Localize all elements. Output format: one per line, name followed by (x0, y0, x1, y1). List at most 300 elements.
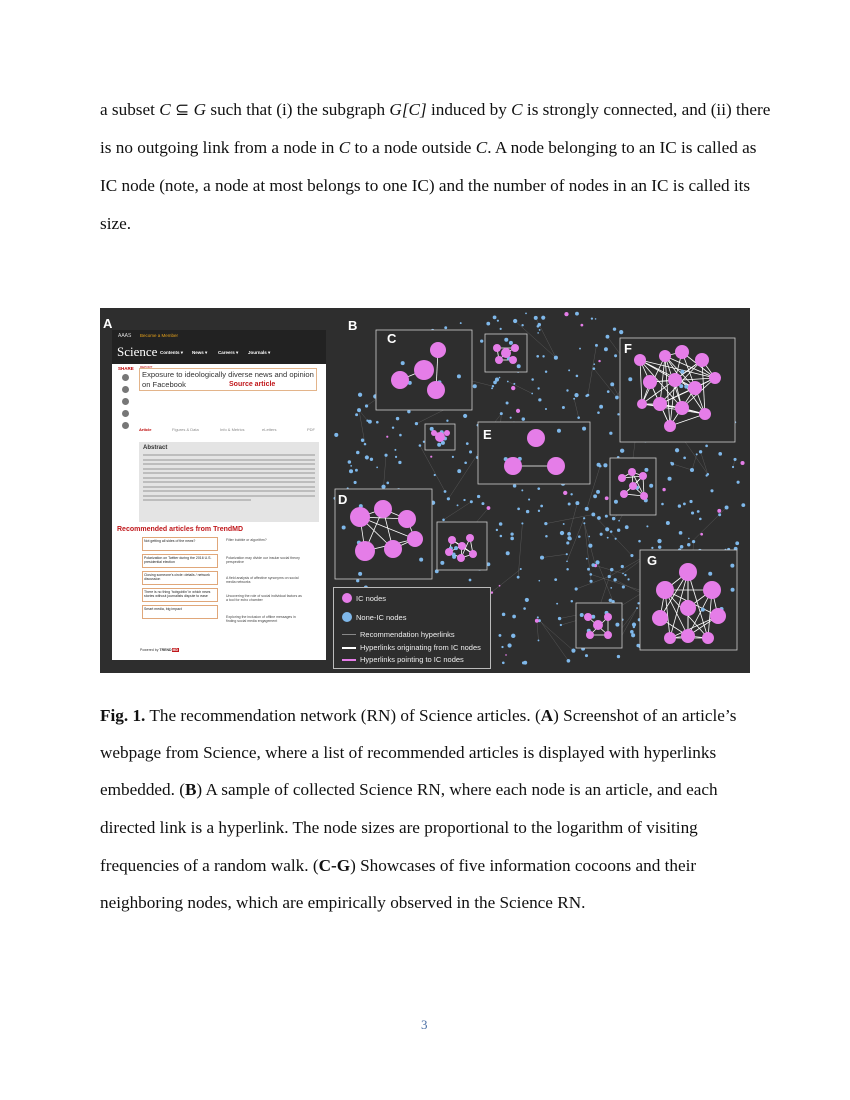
node (657, 539, 661, 543)
node (386, 436, 388, 438)
node (510, 533, 513, 536)
body-line-2 (100, 138, 756, 158)
inset-non-ic-node (615, 623, 619, 627)
node (407, 410, 410, 413)
node (661, 503, 664, 506)
node (689, 500, 692, 503)
inset-non-ic-node (452, 555, 456, 559)
inset-non-ic-node (557, 429, 561, 433)
node (419, 444, 422, 447)
inset-non-ic-node (419, 558, 423, 562)
node (618, 520, 620, 522)
inset-non-ic-node (701, 608, 705, 612)
edge (359, 410, 368, 421)
inset-non-ic-node (504, 338, 508, 342)
node (513, 484, 517, 488)
node (507, 381, 509, 383)
edge (584, 523, 591, 581)
node (707, 473, 710, 476)
edge (701, 452, 708, 474)
node (491, 591, 493, 593)
node (442, 518, 445, 521)
node (607, 390, 610, 393)
node (575, 312, 579, 316)
trendmd-logo: TREND (159, 648, 172, 652)
legend-to-ic (342, 655, 464, 664)
inset-ic-node (710, 608, 726, 624)
node (633, 626, 635, 628)
inset-ic-node (427, 381, 445, 399)
node (499, 522, 503, 526)
node (498, 634, 501, 637)
node (617, 529, 620, 532)
node (505, 654, 507, 656)
nav-item: Contents ▾ (160, 350, 184, 355)
node (521, 324, 523, 326)
inset-ic-node (604, 631, 612, 639)
node (358, 393, 362, 397)
inset-ic-node (637, 399, 647, 409)
node (718, 452, 722, 456)
node (444, 326, 447, 329)
node (591, 318, 593, 320)
recommended-item: Exploring the inclusion of offline messages in finding social media engagement (226, 615, 296, 623)
node (487, 506, 491, 510)
node (595, 344, 598, 347)
edge (593, 514, 632, 555)
node (600, 533, 603, 536)
node (700, 533, 703, 536)
inset-ic-node (640, 492, 648, 500)
node (596, 490, 600, 494)
node (395, 456, 397, 458)
nav-item: News ▾ (192, 350, 208, 355)
node (625, 525, 629, 529)
caption-line-4: directed link is a hyperlink. The node sizes are proportional to the logarithm of visiting (100, 818, 698, 837)
inset-ic-node (458, 542, 466, 550)
inset-ic-node (355, 541, 375, 561)
node (481, 502, 484, 505)
node (522, 661, 525, 664)
text: frequencies of a random walk. ( (100, 856, 319, 875)
node (386, 482, 389, 485)
tab-info: Info & Metrics (220, 427, 245, 432)
node (586, 558, 588, 560)
node (735, 541, 739, 545)
node (627, 578, 629, 580)
node (737, 481, 740, 484)
node (556, 603, 558, 605)
legend (333, 587, 491, 669)
text: a subset (100, 100, 160, 119)
inset-non-ic-node (454, 546, 458, 550)
node (545, 371, 547, 373)
panel-label-g: G (647, 553, 658, 568)
edge (591, 574, 644, 591)
node (595, 318, 597, 320)
edge (576, 576, 609, 589)
node (469, 579, 472, 582)
legend-non-ic (342, 612, 406, 622)
node (678, 504, 681, 507)
inset-non-ic-node (437, 443, 441, 447)
text: embedded. ( (100, 780, 185, 799)
inset-ic-node (643, 375, 657, 389)
node (510, 417, 512, 419)
node (364, 443, 367, 446)
node (608, 575, 611, 578)
text: induced by (426, 100, 512, 119)
inset-ic-node (634, 354, 646, 366)
node (521, 489, 523, 491)
node (606, 335, 610, 339)
legend-text: Hyperlinks originating from IC nodes (360, 643, 481, 652)
text: ) A sample of collected Science RN, where each node is an article, and each (196, 780, 718, 799)
node (732, 466, 734, 468)
node (523, 607, 526, 610)
node (683, 456, 686, 459)
node (567, 532, 571, 536)
facebook-icon (122, 374, 129, 381)
node (541, 316, 545, 320)
inset-ic-node (457, 554, 465, 562)
caption-line-5 (100, 856, 696, 876)
math-var: C (338, 138, 351, 157)
node (534, 316, 538, 320)
node (396, 417, 399, 420)
report-label: REPORT (140, 365, 153, 369)
node (597, 463, 601, 467)
tab-eletters: eLetters (262, 427, 277, 432)
math-var: C (511, 100, 523, 119)
edge (384, 455, 387, 486)
inset-non-ic-node (517, 364, 521, 368)
node (591, 513, 595, 517)
tab-article: Article (139, 427, 152, 432)
node (384, 454, 387, 457)
node (499, 585, 501, 587)
node (554, 356, 558, 360)
node (457, 469, 461, 473)
node (587, 394, 590, 397)
recommended-item: Closing someone's circle: details / network discussion (142, 571, 218, 585)
text: is strongly connected, and (ii) there (522, 100, 771, 119)
abstract-heading: Abstract (143, 445, 168, 451)
ic-node-swatch (342, 593, 352, 603)
node (463, 499, 465, 501)
inset-ic-node (680, 600, 696, 616)
node (566, 553, 568, 555)
inset-ic-node (414, 360, 434, 380)
inset-non-ic-node (342, 526, 346, 530)
node (564, 312, 568, 316)
abstract-box (139, 442, 319, 522)
edge (546, 514, 593, 523)
caption-line-2: webpage from Science, where a list of recommended articles is displayed with hyperlinks (100, 743, 717, 762)
node (666, 521, 670, 525)
edge (595, 566, 623, 574)
edge (692, 454, 697, 470)
inset-ic-node (511, 344, 519, 352)
white-arrow-icon (342, 647, 356, 649)
node (491, 387, 493, 389)
node (692, 540, 695, 543)
node (613, 327, 616, 330)
node (463, 414, 467, 418)
node (604, 347, 608, 351)
text: C-G (318, 856, 351, 875)
math-var: G (193, 100, 207, 119)
node (446, 420, 448, 422)
node (545, 408, 547, 410)
print-icon (122, 422, 129, 429)
node (381, 485, 385, 489)
node (531, 393, 533, 395)
panel-label-b: B (348, 318, 358, 333)
inset-non-ic-node (457, 374, 461, 378)
node (690, 468, 694, 472)
node (696, 453, 698, 455)
node (493, 381, 497, 385)
inset-ic-node (681, 629, 695, 643)
node (614, 354, 617, 357)
text: . A node belonging to an IC is called as (487, 138, 757, 157)
inset-ic-node (501, 348, 511, 358)
node (558, 617, 561, 620)
node (563, 523, 565, 525)
node (668, 477, 672, 481)
node (662, 488, 665, 491)
caption-line-3 (100, 780, 718, 800)
inset-non-ic-node (358, 572, 362, 576)
legend-rec (342, 630, 455, 639)
node (680, 545, 684, 549)
node (540, 505, 543, 508)
node (567, 536, 571, 540)
text: such that (i) the subgraph (206, 100, 390, 119)
member-link: Become a Member (140, 333, 179, 338)
node (568, 369, 570, 371)
inset-ic-node (628, 468, 636, 476)
node (593, 367, 596, 370)
node (376, 467, 378, 469)
tab-figures: Figures & Data (172, 427, 199, 432)
inset-non-ic-node (628, 377, 632, 381)
edge (420, 446, 445, 492)
node (430, 456, 432, 458)
inset-ic-node (699, 408, 711, 420)
node (705, 445, 708, 448)
legend-text: Hyperlinks pointing to IC nodes (360, 655, 464, 664)
node (697, 510, 700, 513)
node (717, 509, 721, 513)
inset-ic-node (547, 457, 565, 475)
node (560, 531, 564, 535)
node (620, 449, 624, 453)
node (520, 568, 522, 570)
inset-ic-node (445, 548, 453, 556)
aaas-logo: AAAS (118, 333, 132, 339)
math-var: [C] (401, 100, 427, 119)
node (444, 490, 447, 493)
inset-ic-node (593, 620, 603, 630)
node (688, 538, 690, 540)
inset-non-ic-node (680, 370, 684, 374)
node (537, 616, 539, 618)
caption-line-1 (100, 706, 736, 726)
panel-label-f: F (624, 341, 632, 356)
node (621, 565, 624, 568)
node (349, 469, 353, 473)
node (469, 450, 472, 453)
node (507, 643, 511, 647)
node (595, 560, 599, 564)
node (599, 405, 603, 409)
node (658, 545, 661, 548)
node (675, 448, 679, 452)
node (612, 517, 615, 520)
node (537, 487, 540, 490)
node (357, 408, 361, 412)
node (464, 461, 467, 464)
node (354, 481, 357, 484)
node (537, 325, 540, 328)
inset-non-ic-node (731, 588, 735, 592)
node (355, 413, 358, 416)
node (593, 363, 595, 365)
node (566, 560, 568, 562)
node (597, 516, 601, 520)
math-op: ⊆ (170, 100, 194, 119)
inset-ic-node (695, 353, 709, 367)
node (506, 551, 510, 555)
inset-ic-node (620, 490, 628, 498)
node (542, 355, 544, 357)
node (517, 576, 520, 579)
inset-ic-node (584, 613, 592, 621)
math-var: C (159, 100, 171, 119)
science-header (112, 330, 326, 364)
node (516, 409, 520, 413)
inset-ic-node (652, 610, 668, 626)
article-screenshot (112, 330, 326, 660)
node (540, 556, 544, 560)
node (496, 529, 498, 531)
recommended-item: Uncovering the role of social individual factors as a tool for echo chamber (226, 594, 302, 602)
node (587, 568, 590, 571)
node (356, 451, 360, 455)
email-icon (122, 410, 129, 417)
node (334, 433, 338, 437)
node (525, 598, 529, 602)
node (570, 493, 572, 495)
node (710, 489, 713, 492)
inset-non-ic-node (401, 361, 405, 365)
edge (539, 621, 573, 651)
node (511, 634, 515, 638)
trendmd-logo-md: MD (172, 648, 178, 652)
node (500, 412, 503, 415)
text: A (540, 706, 554, 725)
node (718, 513, 721, 516)
recommended-label: Recommended articles from TrendMD (117, 526, 244, 533)
node (699, 450, 702, 453)
body-line-3: IC node (note, a node at most belongs to one IC) and the number of nodes in an IC is called its (100, 176, 751, 195)
node (574, 393, 578, 397)
node (502, 661, 505, 664)
inset-non-ic-node (684, 385, 688, 389)
inset-ic-node (493, 344, 501, 352)
node (392, 426, 394, 428)
node (617, 655, 620, 658)
inset-non-ic-node (614, 500, 618, 504)
inset-ic-node (629, 482, 637, 490)
node (511, 386, 515, 390)
text: ) Screenshot of an article’s (553, 706, 737, 725)
node (740, 461, 744, 465)
inset-ic-node (431, 430, 437, 436)
node (366, 419, 368, 421)
math-var: G (389, 100, 402, 119)
node (576, 375, 579, 378)
inset-ic-node (504, 457, 522, 475)
node (605, 515, 608, 518)
node (466, 442, 469, 445)
node (575, 501, 579, 505)
node (538, 510, 540, 512)
node (588, 544, 592, 548)
node (605, 496, 609, 500)
inset-ic-node (466, 534, 474, 542)
inset-ic-node (604, 613, 612, 621)
node (493, 315, 497, 319)
page-number: 3 (421, 1017, 428, 1032)
node (577, 416, 580, 419)
node (583, 522, 585, 524)
inset-ic-node (679, 563, 697, 581)
node (571, 600, 573, 602)
node (571, 649, 575, 653)
node (566, 568, 568, 570)
node (356, 579, 359, 582)
nav-item: Journals ▾ (248, 350, 271, 355)
node (525, 312, 527, 314)
node (624, 574, 626, 576)
node (566, 541, 569, 544)
node (631, 633, 635, 637)
node (560, 624, 562, 626)
share-label: SHARE (118, 366, 134, 371)
node (452, 456, 454, 458)
node (630, 630, 634, 634)
node (610, 530, 613, 533)
inset-non-ic-node (649, 484, 653, 488)
node (512, 615, 516, 619)
node (376, 421, 379, 424)
node (348, 460, 352, 464)
node (651, 547, 653, 549)
inset-ic-node (668, 373, 682, 387)
linkedin-icon (122, 398, 129, 405)
node (741, 503, 745, 507)
node (361, 439, 364, 442)
node (536, 355, 539, 358)
node (585, 654, 588, 657)
powered-by (140, 648, 179, 652)
panel-label-c: C (387, 331, 397, 346)
text: to a node outside (350, 138, 476, 157)
science-logo: Science (117, 344, 158, 359)
